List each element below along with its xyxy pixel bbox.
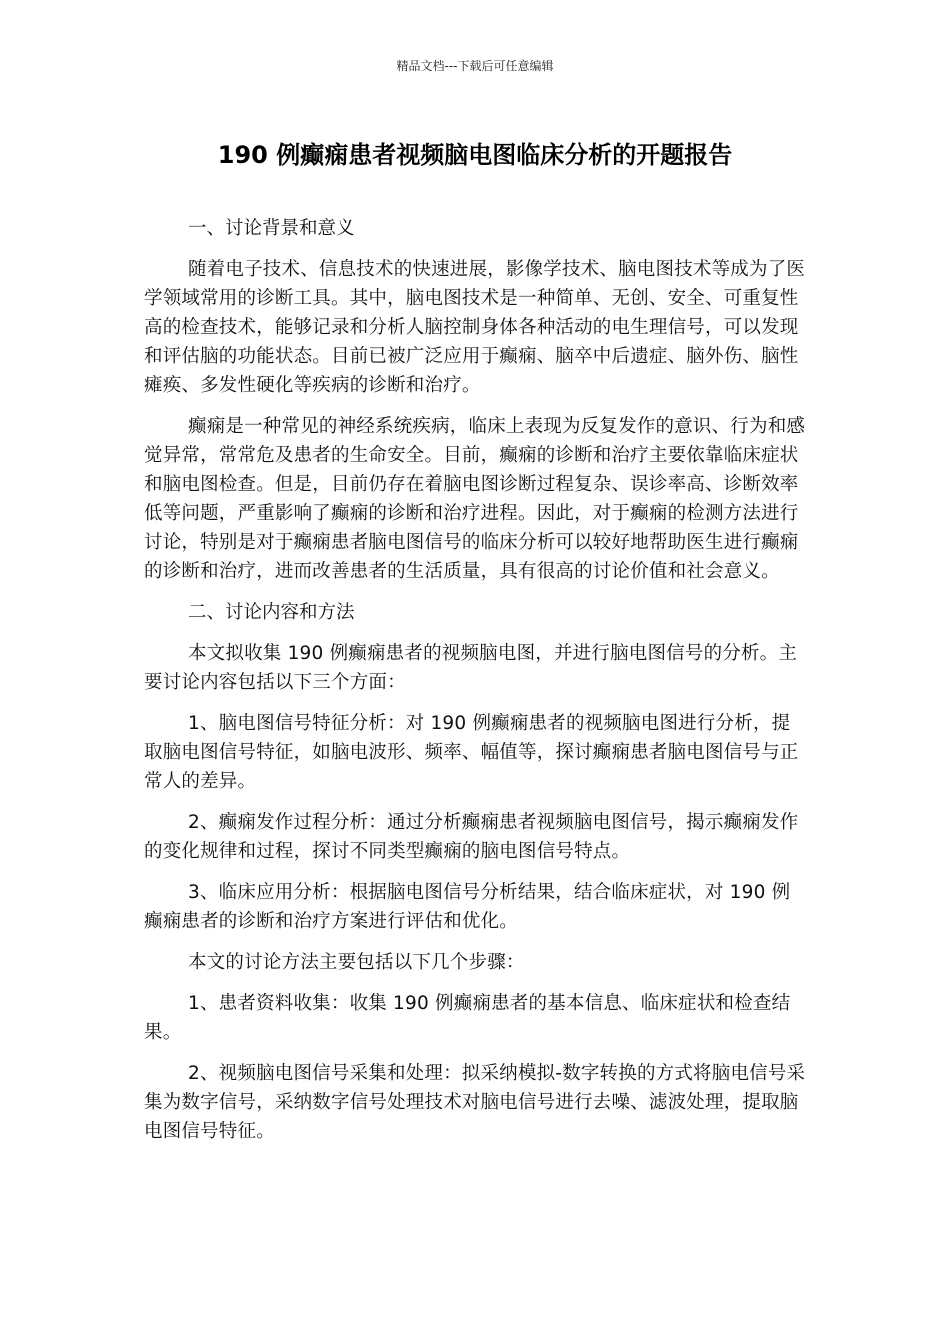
paragraph-method-step-2: 2、视频脑电图信号采集和处理：拟采纳模拟-数字转换的方式将脑电信号采集为数字信号，采纳数字信号处理技术对脑电信号进行去噪、滤波处理，提取脑电图信号特征。 <box>144 1063 806 1142</box>
paragraph-background-2: 癫痫是一种常见的神经系统疾病，临床上表现为反复发作的意识、行为和感觉异常，常常危及患者的生命安全。目前，癫痫的诊断和治疗主要依靠临床症状和脑电图检查。但是，目前仍存在着脑电图诊断过程复杂、误诊率高、诊断效率低等问题，严重影响了癫痫的诊断和治疗进程。因此，对于癫痫的检测方法进行讨论，特别是对于癫痫患者脑电图信号的临床分析可以较好地帮助医生进行癫痫的诊断和治疗，进而改善患者的生活质量，具有很高的讨论价值和社会意义。 <box>144 416 806 582</box>
header-note: 精品文档---下载后可任意编辑 <box>396 59 554 73</box>
paragraph-content-intro: 本文拟收集 190 例癫痫患者的视频脑电图，并进行脑电图信号的分析。主要讨论内容包括以下三个方面： <box>144 643 798 693</box>
paragraph-methods-intro: 本文的讨论方法主要包括以下几个步骤： <box>188 952 525 973</box>
paragraph-method-step-1: 1、患者资料收集：收集 190 例癫痫患者的基本信息、临床症状和检查结果。 <box>144 993 791 1043</box>
paragraph-content-item-3: 3、临床应用分析：根据脑电图信号分析结果，结合临床症状，对 190 例癫痫患者的诊断和治疗方案进行评估和优化。 <box>144 882 791 932</box>
section-heading-background: 一、讨论背景和意义 <box>188 218 355 239</box>
document-body <box>144 214 806 1158</box>
paragraph-content-item-2: 2、癫痫发作过程分析：通过分析癫痫患者视频脑电图信号，揭示癫痫发作的变化规律和过程，探讨不同类型癫痫的脑电图信号特点。 <box>144 812 799 862</box>
paragraph-content-item-1: 1、脑电图信号特征分析：对 190 例癫痫患者的视频脑电图进行分析，提取脑电图信号特征，如脑电波形、频率、幅值等，探讨癫痫患者脑电图信号与正常人的差异。 <box>144 713 799 792</box>
section-heading-content-methods: 二、讨论内容和方法 <box>188 602 355 623</box>
paragraph-background-1: 随着电子技术、信息技术的快速进展，影像学技术、脑电图技术等成为了医学领域常用的诊断工具。其中，脑电图技术是一种简单、无创、安全、可重复性高的检查技术，能够记录和分析人脑控制身体各种活动的电生理信号，可以发现和评估脑的功能状态。目前已被广泛应用于癫痫、脑卒中后遗症、脑外伤、脑性瘫痪、多发性硬化等疾病的诊断和治疗。 <box>144 259 806 396</box>
document-title: 190 例癫痫患者视频脑电图临床分析的开题报告 <box>217 141 733 169</box>
